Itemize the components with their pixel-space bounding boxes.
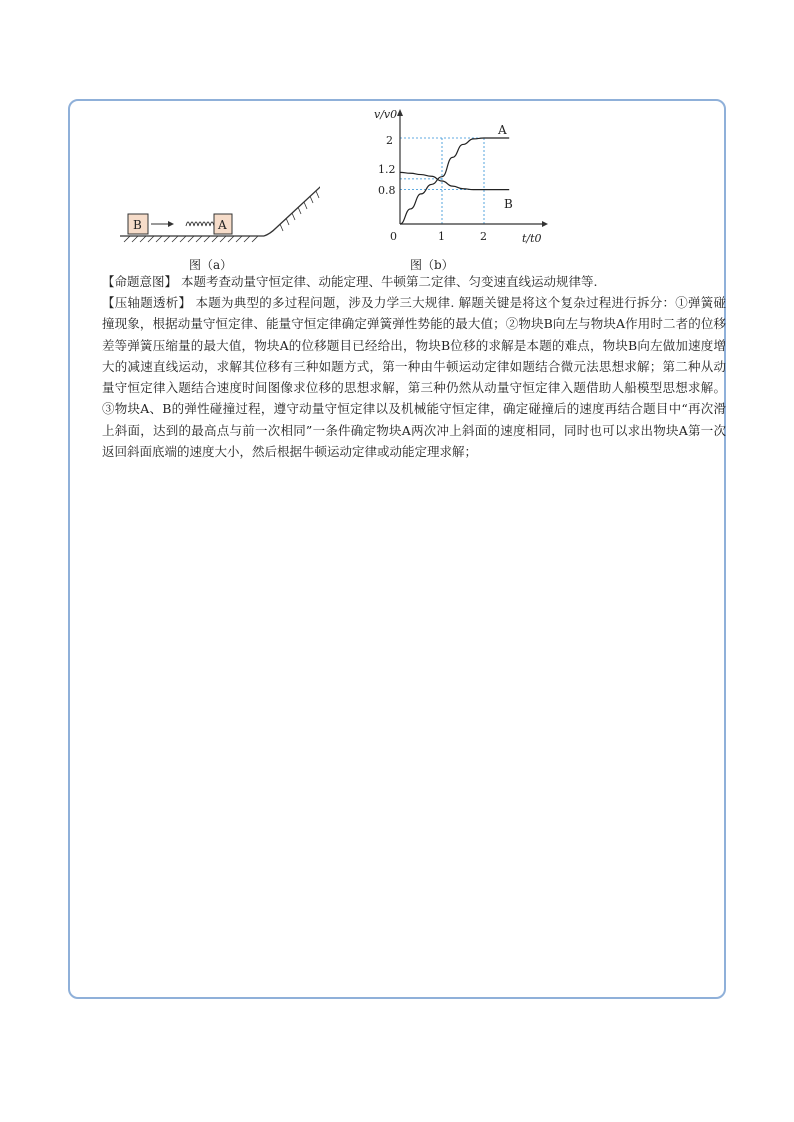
analysis-tag: 【压轴题透析】 (102, 295, 192, 310)
y-axis-label: v/v0 (374, 108, 398, 121)
y-axis-arrow-icon (397, 109, 403, 116)
x-tick-0: 0 (390, 230, 397, 243)
curve-a-label: A (498, 123, 507, 137)
x-axis-arrow-icon (542, 221, 548, 227)
incline-line (264, 178, 320, 236)
y-tick-1-2: 1.2 (378, 163, 396, 176)
figure-a-caption: 图（a） (189, 258, 233, 272)
chart-series (400, 138, 509, 224)
analysis-paragraph (102, 292, 726, 462)
proposition-intent (102, 271, 726, 292)
figure-b-chart (366, 104, 556, 254)
series-line-a (400, 138, 509, 224)
x-axis-label: t/t0 (522, 232, 542, 245)
intent-text: 本题考查动量守恒定律、动能定理、牛顿第二定律、匀变速直线运动规律等. (181, 274, 598, 289)
x-tick-2: 2 (480, 230, 487, 243)
arrow-head-icon (168, 221, 174, 227)
intent-tag: 【命题意图】 (102, 274, 178, 289)
incline-hatching (280, 191, 319, 231)
block-b-label: B (133, 218, 142, 232)
analysis-text: 本题为典型的多过程问题，涉及力学三大规律. 解题关键是将这个复杂过程进行拆分：①弹簧碰撞现象，根据动量守恒定律、能量守恒定律确定弹簧弹性势能的最大值；②物块B向左与物块A作用时二者的位移差等弹簧压缩量的最大值，物块A的位移题目已经给出，物块B位移的求解是本题的难点，物块B向左做加速度增大的减速直线运动，求解其位移有三种如题方式，第一种由牛顿运动定律如题结合微元法思想求解；第二种从动量守恒定律入题结合速度时间图像求位移的思想求解，第三种仍然从动量守恒定律入题借助人船模型思想求解。③物块A、B的弹性碰撞过程，遵守动量守恒定律以及机械能守恒定律，确定碰撞后的速度再结合题目中“再次滑上斜面，达到的最高点与前一次相同”一条件确定物块A两次冲上斜面的速度相同，同时也可以求出物块A第一次返回斜面底端的速度大小，然后根据牛顿运动定律或动能定理求解； (102, 295, 726, 460)
y-tick-0-8: 0.8 (378, 184, 396, 197)
floor-hatching (124, 236, 258, 242)
series-line-b (400, 172, 509, 189)
block-a-label: A (218, 218, 227, 232)
figure-a-diagram (120, 178, 320, 258)
x-tick-1: 1 (438, 230, 445, 243)
spring (186, 222, 214, 226)
figure-b-caption: 图（b） (410, 258, 454, 272)
y-tick-2: 2 (386, 134, 393, 147)
curve-b-label: B (504, 197, 513, 211)
